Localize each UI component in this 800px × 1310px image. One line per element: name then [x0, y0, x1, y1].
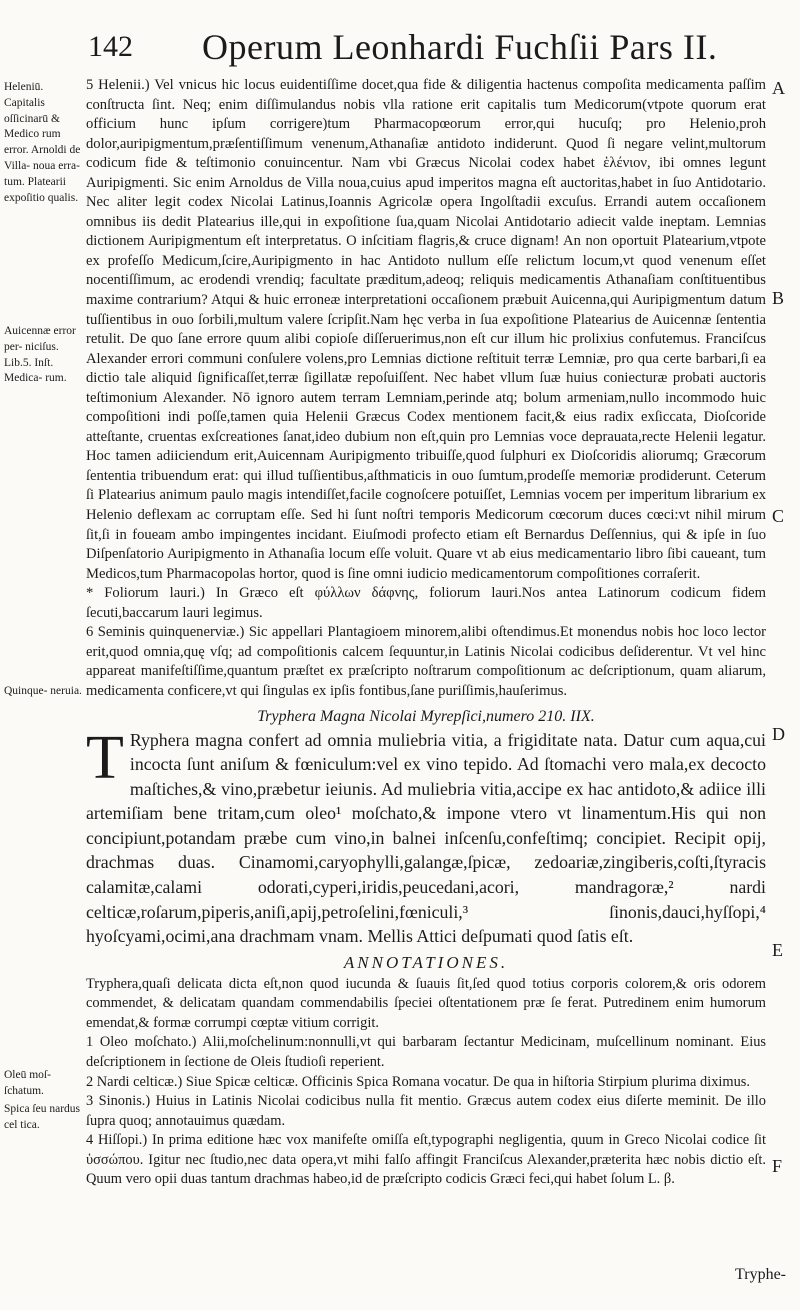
annotation-nardi: 2 Nardi celticæ.) Siue Spicæ celticæ. Officinis Spica Romana vocatur. De qua in hiſtoria Stirpium plurima diximus. [86, 1073, 750, 1090]
commentary-helenii: 5 Helenii.) Vel vnicus hic locus euidentiſſime docet,qua fide & diligentia hactenus compoſita medicamenta paſſim conſtructa ſint. Neq; enim diſſimulandus nobis vlla ratione erit capitalis tum Medicorum(vtpote quorum erat officium hunc ipſum corrigere)tum Pharmacopœorum error,qui hucuſq; pro Helenio,proh dolor,auripigmentum,præſentiſſimum venenum,Athanaſiæ antidoto indiderunt. Quod ſi negare velint,multorum codicum fide & teſtimonio conuincentur. Nam vbi Græcus Nicolai codex habet ἑλένιον, ibi omnes legunt Auripigmenti. Sic enim Arnoldus de Villa noua,cuius apud imperitos magna eſt auctoritas,habet in ſuo Antidotario. Nec aliter legit codex Nicolai Latinus,Ioannis Agricolæ opera Ingolſtadii excuſus. Errandi autem occaſionem omnibus iis dedit Platearius ille,qui in expoſitione ſua,quam Nicolai Antidotario adiecit valde ineptam. Lemnias dictionem Auripigmentum eſt interpretatus. O inſcitiam flagris,& cruce dignam! An non oportuit Platearium,vtpote ex profeſſo Medicum,ſcire,Auripigmento in hac Antidoto nullum eſſe relictum locum,vt quod venenum eſſet nocentiſſimum, ac erodendi vrendiq; facultate præditum,adeoq; reliquis medicamentis Athanaſiam conſtituentibus maxime contrarium? Atqui & huic erroneæ interpretationi occaſionem præbuit Auicenna,qui Auripigmentum datum tuſſientibus in ouo ſorbili,multum valere ſcripſit.Nam hęc verba in ſua expoſitione Platearius de Auicennæ ſententia retulit. De quo ſane errore quum alibi copioſe diſſeruerimus,non eſt cur illum hic prolixius confutemus. Franciſcus Alexander errori communi conſulere volens,pro Lemnias dictione reſtituit terræ Lemniæ, pro qua certe barbari,ſi ea dictio tale aliquid ſignificaſſet,terræ ſigillatæ repoſuiſſent. Nec habet vllum ſuæ huius coniecturæ probati auctoris teſtimonium Alexander. Nō ignoro autem terram Lemniam,perinde atq; bolum armeniam,nullo incommodo huic compoſitioni indi poſſe,tamen quia Helenii Græcus Codex mentionem facit,& eius radix exſiccata, Dioſcoride atteſtante, cruentas exſcreationes ſanat,ideo dubium non eſt,quin pro Lemnias voce deprauata,recte Helenii legatur. Hoc tamen adiiciendum erit,Auicennam Auripigmento tribuiſſe,quod ſulphuri ex Dioſcoridis aliorumq; Græcorum ſententia tribuendum erat: qui illud tuſſientibus,aſthmaticis in ouo ſumtum,prodeſſe memoriæ prodiderunt. Ceterum ſi Platearius animum paulo magis intendiſſet,facile cognoſcere potuiſſet, Lemnias vocem per imperitum librarium ex Helenio deflexam ac corruptam eſſe. Sed hi ſunt noſtri temporis Medicorum cœcorum duces cœci:vt nihil mirum ſit,ſi in foueam ambo impingentes incidant. Eiuſmodi profecto etiam eſt Bernardus Deſſennius, qui & ipſe in ſuo Diſpenſatorio Auripigmento in Athanaſia locum eſſe voluit. Quare vt ab eius medicamentario libro ſibi caueant, tum Medicos,tum Pharmacopolas hortor, quod is ſine omni iudicio medicamentorum compoſitiones corraſerit. [86, 77, 766, 582]
margin-note-quinqueneruia: Quinque- neruia. [4, 685, 82, 697]
commentary-foliorum-lauri: * Foliorum lauri.) In Græco eſt φύλλων δάφνης, foliorum lauri.Nos antea Latinorum codicum fidem ſecuti,baccarum lauri legimus. [86, 585, 766, 621]
recipe-block [86, 723, 766, 949]
side-letter-e: E [772, 940, 783, 960]
side-letter-a: A [772, 78, 785, 98]
recipe-text: Ryphera magna confert ad omnia muliebria vitia, a frigiditate nata. Datur cum aqua,cui incocta ſunt aniſum & fœniculum:vel ex vino tepido. Ad ſtomachi vero mala,ex decocto maſtiches,& vino,præbetur ieiunis. Ad muliebria vitia,accipe ex hac antidoto,& adiice illi artemiſiam bene tritam,cum oleo¹ moſchato,& impone vtero vt linamentum.His qui non concipiunt,potandam præbe cum vino,in balnei inſcenſu,confeſtimq; concipiet. Recipit opij, drachmas duas. Cinamomi,caryophylli,galangæ,ſpicæ, zedoariæ,zingiberis,coſti,ſtyracis calamitæ,calami odorati,cyperi,iridis,peucedani,acori, mandragoræ,² nardi celticæ,roſarum,piperis,aniſi,apij,petroſelini,fœniculi,³ ſinonis,dauci,hyſſopi,⁴ hyoſcyami,ocimi,ana drachmam vnam. Mellis Attici deſpumati quod ſatis eſt. [86, 729, 766, 947]
side-letter-d: D [772, 724, 785, 744]
annotation-sinonis: 3 Sinonis.) Huius in Latinis Nicolai codicibus nulla fit mentio. Græcus autem codex eius diſerte meminit. De illo ſupra quoq; annotauimus quædam. [86, 1093, 766, 1129]
catchword: Tryphe- [735, 1266, 786, 1283]
annotation-hissopi: 4 Hiſſopi.) In prima editione hæc vox manifeſte omiſſa eſt,typographi negligentia, quum in Greco Nicolai codice ſit ὑσσώπου. Igitur nec ſtudio,nec data opera,vt mihi falſo affingit Franciſcus Alexander,præterita hæc nobis dictio eſt. Quum vero opii duas tantum drachmas habeo,id de præſcripto codicis Græci feci,qui habet ſolum L. β. [86, 1132, 766, 1188]
annotation-oleo: 1 Oleo moſchato.) Alii,moſchelinum:nonnulli,vt qui barbaram ſectantur Medicinam, muſcellinum nominant. Eius deſcriptionem in ſectione de Oleis ſtudioſi reperient. [86, 1034, 766, 1071]
margin-note-oleum: Oleū moſ- ſchatum. [4, 1069, 51, 1097]
side-letter-b: B [772, 288, 785, 308]
section-title: Tryphera Magna Nicolai Myrepſici,numero 210. IIX. [257, 707, 595, 725]
page-number: 142 [88, 30, 133, 63]
margin-note-spica: Spica ſeu nardus cel tica. [4, 1103, 81, 1131]
annotations-title: ANNOTATIONES. [343, 952, 509, 972]
drop-cap: T [86, 723, 124, 792]
side-letter-c: C [772, 506, 785, 526]
side-letter-f: F [772, 1156, 783, 1176]
main-column [86, 76, 766, 1190]
running-title: Operum Leonhardi Fuchſii Pars II. [202, 27, 718, 67]
margin-note-auicenna: Auicennæ error per- niciſus. Lib.5. Inſt. Medica- rum. [4, 325, 76, 385]
margin-note-helenium: Heleniū. Capitalis oſſicinarū & Medico rum error. Arnoldi de Villa- noua erra- tum. Platearii expoſitio qualis. [4, 81, 81, 204]
commentary-seminis: 6 Seminis quinquenerviæ.) Sic appellari Plantagioem minorem,alibi oſtendimus.Et monendus nobis hoc loco lector erit,quod omnia,quę vſq; ad compoſitionis calcem ſequuntur,in Latinis Nicolai codicibus deſiderentur. Vt vel hinc appareat manifeſtiſſime,quantum præſtet ex præſcripto noſtrarum compoſitionum ac deſcriptionum, quam aliarum, medicamenta conficere,vt qui ſingulas ex ipſis fontibus,ſane puriſſimis,hauſerimus. [86, 624, 766, 699]
annotation-intro: Tryphera,quaſi delicata dicta eſt,non quod iucunda & ſuauis ſit,ſed quod totius corporis colorem,& oris odorem commendet, & delicatam quandam commendabilis ſpeciei oſtentationem præ ſe ferat. Putredinem enim humorum emendat,& formæ corrumpi cœptæ vitium corrigit. [86, 975, 766, 1031]
